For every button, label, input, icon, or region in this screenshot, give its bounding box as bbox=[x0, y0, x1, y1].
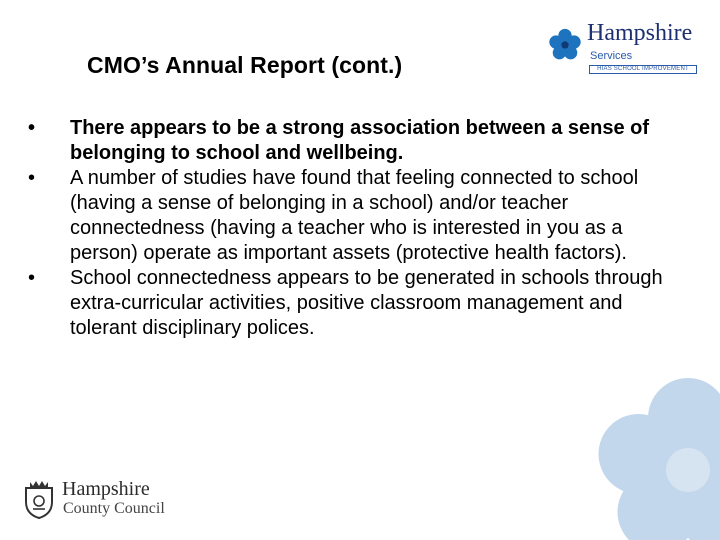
bullet-symbol: • bbox=[28, 167, 36, 189]
bullet-symbol: • bbox=[28, 267, 36, 289]
flower-icon bbox=[546, 26, 584, 64]
crest-icon bbox=[22, 478, 56, 520]
bullet-list bbox=[28, 116, 688, 341]
bullet-text: School connectedness appears to be generated in schools through extra-curricular activities, positive classroom management and tolerant disciplinary polices. bbox=[70, 267, 663, 339]
bullet-item bbox=[28, 116, 688, 166]
hampshire-county-council-logo bbox=[22, 478, 192, 520]
bullet-text: A number of studies have found that feeling connected to school (having a sense of belonging in a school) and/or teacher connectedness (having a teacher who is interested in you as a person) operate as important assets (protective health factors). bbox=[70, 167, 639, 264]
council-name-line2: County Council bbox=[63, 500, 165, 517]
logo-subtitle: Services bbox=[590, 50, 633, 62]
bullet-text: There appears to be a strong association between a sense of belonging to school and wellbeing. bbox=[70, 117, 650, 164]
logo-name: Hampshire bbox=[587, 20, 693, 46]
bullet-item bbox=[28, 266, 688, 341]
bullet-item bbox=[28, 166, 688, 266]
bullet-symbol: • bbox=[28, 117, 36, 139]
logo-bar-text: HIAS SCHOOL IMPROVEMENT bbox=[589, 65, 697, 74]
council-name-line1: Hampshire bbox=[62, 478, 150, 500]
hampshire-services-logo bbox=[546, 20, 706, 80]
decorative-flower-icon bbox=[578, 360, 720, 540]
slide-title: CMO’s Annual Report (cont.) bbox=[87, 52, 403, 78]
